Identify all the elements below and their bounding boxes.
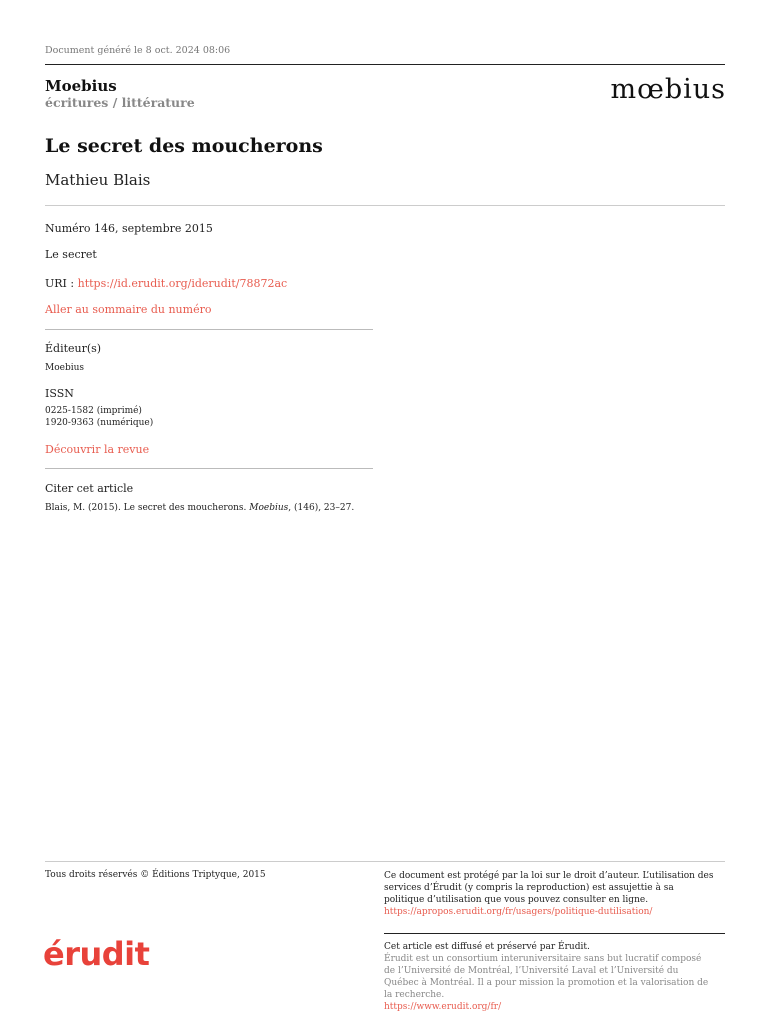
publisher-value: Moebius [45,363,85,373]
generated-timestamp: Document généré le 8 oct. 2024 08:06 [45,45,231,56]
footer-divider [45,861,725,862]
diffusion-title: Cet article est diffusé et préservé par Érudit. [384,942,590,952]
issn-print: 0225-1582 (imprimé) [45,406,142,416]
cite-label: Citer cet article [45,482,134,495]
rights-notice: Tous droits réservés © Éditions Triptyque, 2015 [45,870,266,880]
article-author: Mathieu Blais [45,171,151,189]
uri-line [45,277,287,290]
top-divider [45,64,725,65]
citation-after: , (146), 23–27. [288,503,355,513]
legal-text: Ce document est protégé par la loi sur le droit d’auteur. L’utilisation des services d’Érudit (y compris la reproduction) est assujettie à sa politique d’utilisation que vous pouvez consulter en ligne. [384,871,714,905]
issn-digital: 1920-9363 (numérique) [45,418,154,428]
footer-divider-2 [384,933,725,934]
citation-text [45,502,354,514]
issue-info: Numéro 146, septembre 2015 [45,222,213,235]
moebius-logo: mœbius [610,74,726,105]
diffusion-notice [384,941,714,1013]
erudit-logo: érudit [43,935,150,973]
issue-theme: Le secret [45,248,97,261]
issn-label: ISSN [45,387,74,400]
discover-journal-link[interactable]: Découvrir la revue [45,443,150,456]
article-title: Le secret des moucherons [45,135,323,157]
citation-before: Blais, M. (2015). Le secret des moucherons. [45,503,250,513]
uri-label: URI : [45,277,78,290]
journal-subtitle: écritures / littérature [45,95,195,110]
section-divider [45,468,373,469]
journal-name: Moebius [45,77,117,95]
uri-link[interactable]: https://id.erudit.org/iderudit/78872ac [77,277,288,290]
diffusion-text: Érudit est un consortium interuniversitaire sans but lucratif composé de l’Université de Montréal, l’Université Laval et l’Université du Québec à Montréal. Il a pour mission la promotion et la valorisation de la recherche. [384,954,709,1000]
section-divider [45,329,373,330]
publisher-label: Éditeur(s) [45,342,102,355]
legal-notice [384,870,714,918]
citation-journal: Moebius [249,503,289,513]
usage-policy-link[interactable]: https://apropos.erudit.org/fr/usagers/politique-dutilisation/ [384,907,653,917]
erudit-link[interactable]: https://www.erudit.org/fr/ [384,1002,502,1012]
issue-contents-link[interactable]: Aller au sommaire du numéro [45,303,212,316]
header-divider [45,205,725,206]
